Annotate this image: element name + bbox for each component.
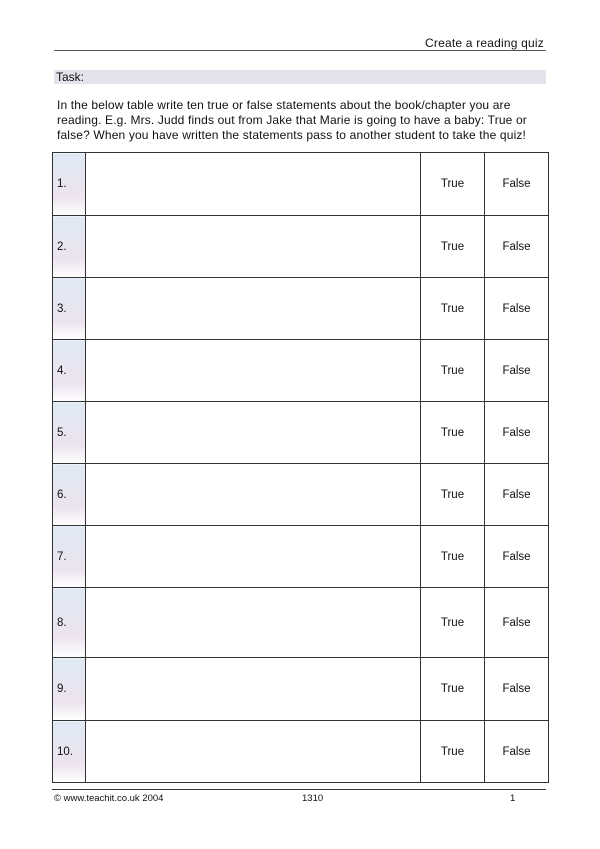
header-divider — [54, 50, 546, 51]
statement-cell[interactable] — [86, 402, 421, 464]
true-option[interactable]: True — [421, 402, 485, 464]
row-number: 3. — [53, 278, 86, 340]
false-option[interactable]: False — [485, 340, 549, 402]
false-option[interactable]: False — [485, 278, 549, 340]
row-number: 5. — [53, 402, 86, 464]
true-option[interactable]: True — [421, 216, 485, 278]
statement-cell[interactable] — [86, 464, 421, 526]
false-option[interactable]: False — [485, 216, 549, 278]
quiz-row — [53, 464, 549, 526]
false-option[interactable]: False — [485, 721, 549, 783]
footer-copyright: © www.teachit.co.uk 2004 — [54, 793, 164, 804]
true-option[interactable]: True — [421, 153, 485, 216]
false-option[interactable]: False — [485, 658, 549, 721]
instructions-text: In the below table write ten true or false statements about the book/chapter you are reading. E.g. Mrs. Judd finds out from Jake that Marie is going to have a baby: True or false? When you have written the statements pass to another student to take the quiz! — [57, 98, 527, 142]
statement-cell[interactable] — [86, 658, 421, 721]
false-option[interactable]: False — [485, 402, 549, 464]
false-option[interactable]: False — [485, 153, 549, 216]
statement-cell[interactable] — [86, 340, 421, 402]
footer-divider — [52, 789, 546, 790]
row-number: 4. — [53, 340, 86, 402]
true-option[interactable]: True — [421, 340, 485, 402]
statement-cell[interactable] — [86, 216, 421, 278]
row-number: 6. — [53, 464, 86, 526]
task-heading — [54, 70, 546, 84]
quiz-row — [53, 402, 549, 464]
true-option[interactable]: True — [421, 526, 485, 588]
statement-cell[interactable] — [86, 526, 421, 588]
true-option[interactable]: True — [421, 721, 485, 783]
statement-cell[interactable] — [86, 153, 421, 216]
false-option[interactable]: False — [485, 588, 549, 658]
quiz-row — [53, 658, 549, 721]
quiz-table — [52, 152, 549, 783]
quiz-row — [53, 216, 549, 278]
statement-cell[interactable] — [86, 588, 421, 658]
page-title: Create a reading quiz — [425, 36, 544, 50]
true-option[interactable]: True — [421, 278, 485, 340]
row-number: 7. — [53, 526, 86, 588]
quiz-row — [53, 526, 549, 588]
statement-cell[interactable] — [86, 721, 421, 783]
false-option[interactable]: False — [485, 464, 549, 526]
true-option[interactable]: True — [421, 588, 485, 658]
quiz-row — [53, 721, 549, 783]
true-option[interactable]: True — [421, 464, 485, 526]
footer-code: 1310 — [302, 793, 324, 804]
row-number: 10. — [53, 721, 86, 783]
footer-page-number: 1 — [510, 793, 516, 804]
quiz-row — [53, 153, 549, 216]
row-number: 8. — [53, 588, 86, 658]
quiz-row — [53, 588, 549, 658]
row-number: 1. — [53, 153, 86, 216]
false-option[interactable]: False — [485, 526, 549, 588]
row-number: 2. — [53, 216, 86, 278]
quiz-row — [53, 278, 549, 340]
row-number: 9. — [53, 658, 86, 721]
task-label: Task: — [56, 70, 85, 84]
quiz-row — [53, 340, 549, 402]
statement-cell[interactable] — [86, 278, 421, 340]
true-option[interactable]: True — [421, 658, 485, 721]
